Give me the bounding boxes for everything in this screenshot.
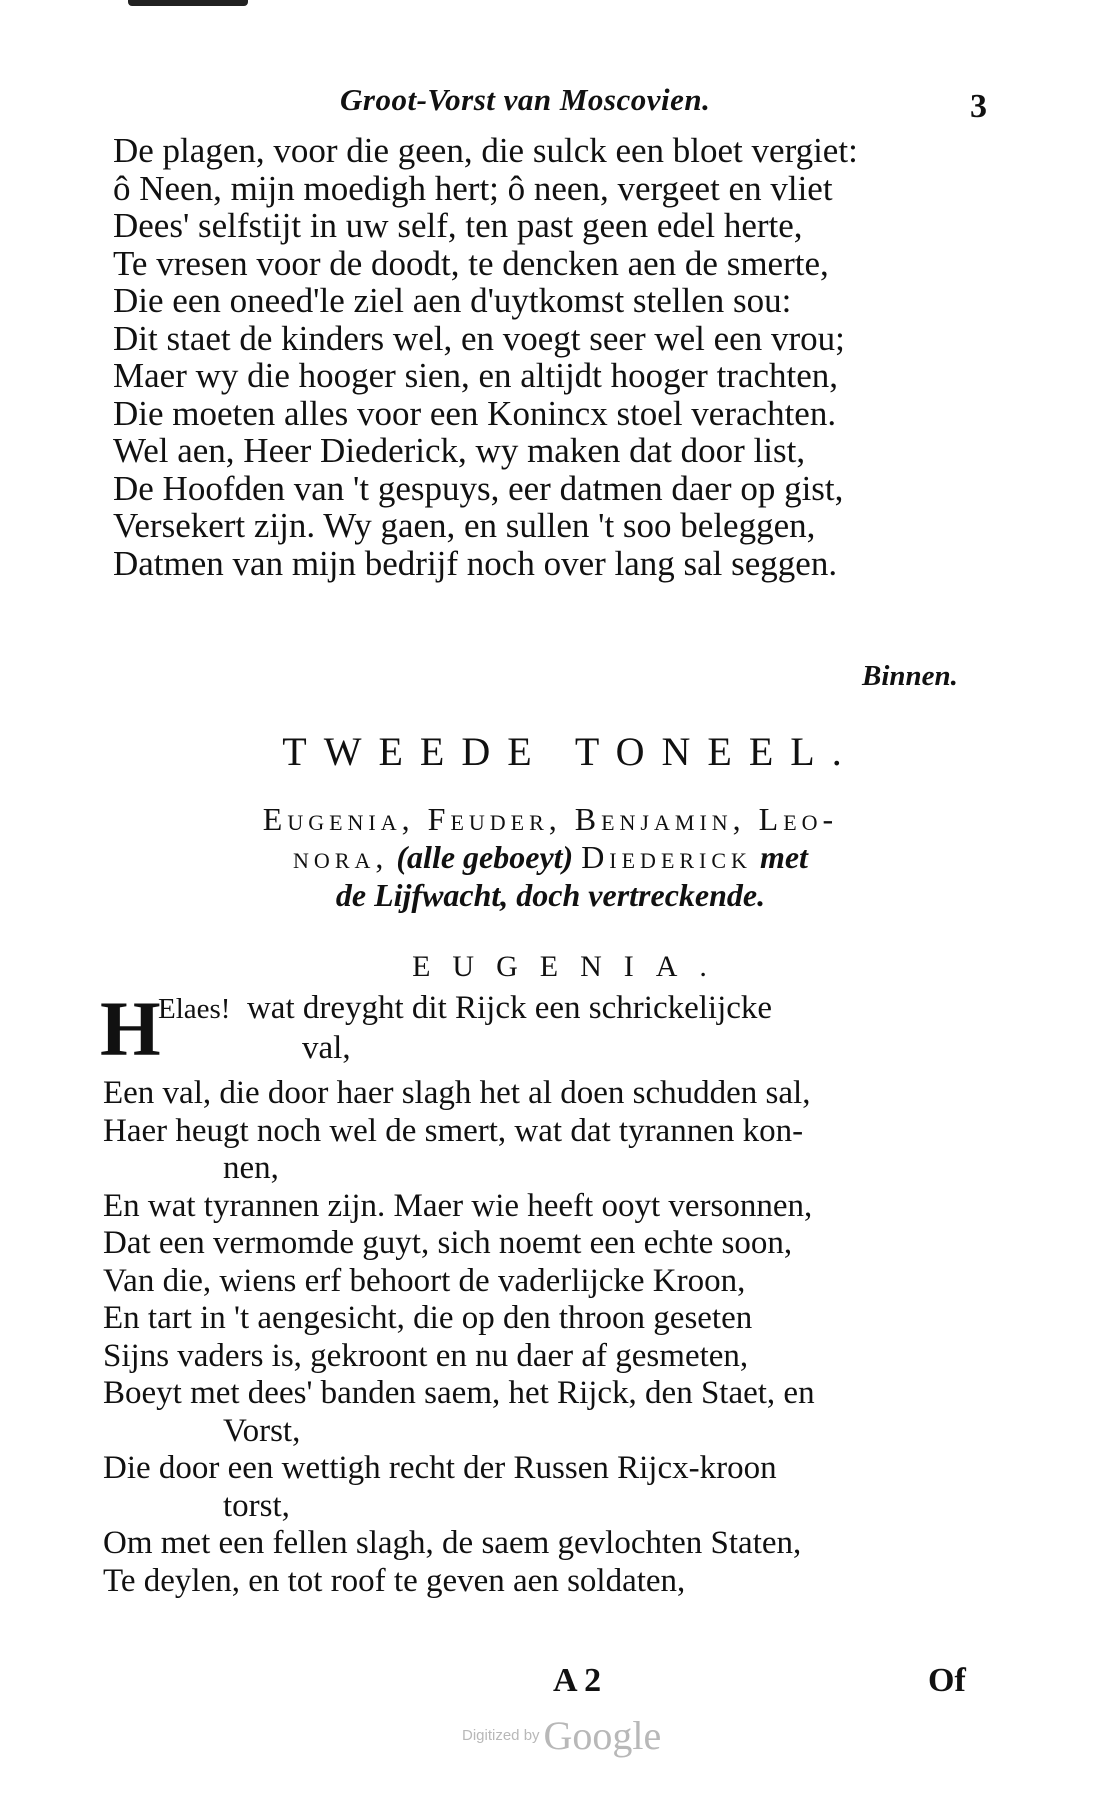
verse-line: De Hoofden van 't gespuys, eer datmen daer op gist,	[113, 468, 844, 508]
speech-line-cont: torst,	[223, 1487, 290, 1524]
cast-line-1: Eugenia, Feuder, Benjamin, Leo-	[262, 801, 839, 837]
speech-line-cont: nen,	[223, 1150, 279, 1186]
speech-first-line: Elaes! wat dreyght dit Rijck een schrickelijcke	[158, 990, 773, 1026]
catchword: Of	[928, 1662, 966, 1699]
verse-line: Wel aen, Heer Diederick, wy maken dat door list,	[113, 431, 806, 470]
cast-line-2: nora, (alle geboeyt) Diederick met	[293, 839, 808, 875]
speech-line: Een val, die door haer slagh het al doen schudden sal,	[103, 1075, 811, 1111]
speech-line: Te deylen, en tot roof te geven aen soldaten,	[103, 1562, 686, 1599]
verse-line: De plagen, voor die geen, die sulck een bloet vergiet:	[113, 131, 858, 170]
ink-smudge	[128, 0, 248, 6]
scene-title: TWEEDE TONEEL.	[282, 729, 859, 774]
verse-line: ô Neen, mijn moedigh hert; ô neen, vergeet en vliet	[113, 168, 833, 208]
speech-line: Dat een vermomde guyt, sich noemt een echte soon,	[103, 1225, 793, 1261]
speech-line-cont: Vorst,	[223, 1412, 301, 1449]
speech-line: Sijns vaders is, gekroont en nu daer af gesmeten,	[103, 1337, 749, 1374]
speech-line: Van die, wiens erf behoort de vaderlijcke Kroon,	[103, 1262, 746, 1299]
page-number: 3	[970, 88, 987, 125]
drop-cap: H	[100, 985, 161, 1072]
verse-line: Versekert zijn. Wy gaen, en sullen 't soo beleggen,	[113, 506, 816, 545]
verse-line: Dees' selfstijt in uw self, ten past geen edel herte,	[113, 206, 803, 245]
signature-mark: A 2	[553, 1662, 602, 1699]
speech-line: Haer heugt noch wel de smert, wat dat tyrannen kon-	[103, 1112, 804, 1149]
speech-line: En tart in 't aengesicht, die op den throon geseten	[103, 1300, 753, 1336]
verse-line: Dit staet de kinders wel, en voegt seer wel een vrou;	[113, 318, 845, 358]
speech-line: En wat tyrannen zijn. Maer wie heeft ooyt versonnen,	[103, 1187, 813, 1224]
verse-line: Datmen van mijn bedrijf noch over lang sal seggen.	[113, 543, 838, 583]
speech-line: Die door een wettigh recht der Russen Rijcx-kroon	[103, 1450, 777, 1486]
stage-direction-exit: Binnen.	[862, 660, 958, 692]
verse-line: Die een oneed'le ziel aen d'uytkomst stellen sou:	[113, 281, 792, 320]
speech-first-line-cont: val,	[302, 1030, 351, 1066]
cast-list	[0, 800, 1101, 914]
google-watermark: Digitized by Google	[462, 1713, 662, 1758]
speech-line: Om met een fellen slagh, de saem gevlochten Staten,	[103, 1525, 802, 1561]
verse-line: Te vresen voor de doodt, te dencken aen de smerte,	[113, 243, 829, 283]
speech-body	[103, 1075, 815, 1600]
speaker-name: EUGENIA.	[412, 950, 729, 983]
running-title: Groot-Vorst van Moscovien.	[340, 82, 711, 117]
verse-block-top	[113, 132, 858, 582]
cast-line-3: de Lijfwacht, doch vertreckende.	[335, 877, 766, 913]
verse-line: Die moeten alles voor een Konincx stoel verachten.	[113, 393, 837, 433]
verse-line: Maer wy die hooger sien, en altijdt hooger trachten,	[113, 356, 839, 395]
google-logo: Google	[543, 1713, 662, 1758]
speech-line: Boeyt met dees' banden saem, het Rijck, den Staet, en	[103, 1375, 815, 1411]
